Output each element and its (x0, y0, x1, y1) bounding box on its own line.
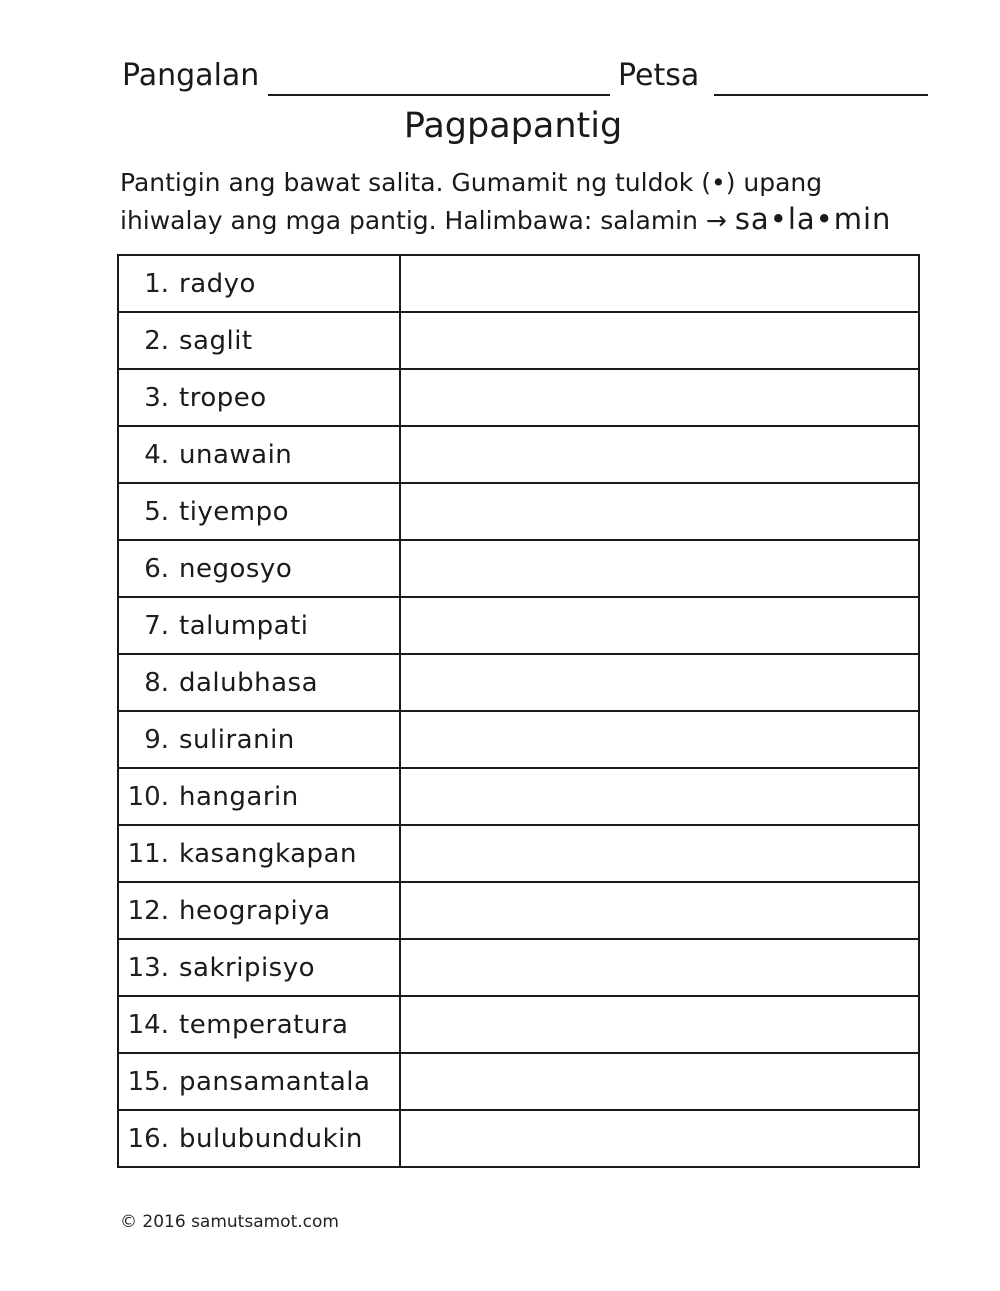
item-word: talumpati (179, 610, 309, 641)
item-word: radyo (179, 268, 256, 299)
item-word: bulubundukin (179, 1123, 363, 1154)
word-cell (118, 255, 400, 312)
instructions (120, 165, 920, 239)
item-number: 3. (144, 382, 169, 413)
name-label: Pangalan (122, 58, 260, 93)
word-cell (118, 369, 400, 426)
item-word: temperatura (179, 1009, 349, 1040)
table-row (118, 768, 919, 825)
example-syllabified-word: sa•la•min (734, 202, 892, 236)
answer-cell[interactable] (400, 597, 919, 654)
table-row (118, 540, 919, 597)
answer-cell[interactable] (400, 255, 919, 312)
word-cell (118, 597, 400, 654)
word-cell (118, 768, 400, 825)
answer-cell[interactable] (400, 312, 919, 369)
answer-cell[interactable] (400, 654, 919, 711)
word-cell (118, 1110, 400, 1167)
item-word: saglit (179, 325, 253, 356)
item-number: 9. (144, 724, 169, 755)
table-row (118, 369, 919, 426)
word-cell (118, 654, 400, 711)
table-row (118, 825, 919, 882)
item-number: 11. (127, 838, 169, 869)
item-word: pansamantala (179, 1066, 371, 1097)
worksheet-rows (118, 255, 919, 1167)
answer-cell[interactable] (400, 540, 919, 597)
instructions-line-1: Pantigin ang bawat salita. Gumamit ng tuldok (•) upang (120, 168, 823, 197)
word-cell (118, 996, 400, 1053)
item-word: suliranin (179, 724, 295, 755)
item-word: negosyo (179, 553, 293, 584)
answer-cell[interactable] (400, 939, 919, 996)
item-number: 7. (144, 610, 169, 641)
answer-cell[interactable] (400, 711, 919, 768)
item-number: 16. (127, 1123, 169, 1154)
answer-cell[interactable] (400, 1053, 919, 1110)
answer-cell[interactable] (400, 882, 919, 939)
word-cell (118, 540, 400, 597)
item-number: 12. (127, 895, 169, 926)
item-word: hangarin (179, 781, 299, 812)
item-word: heograpiya (179, 895, 331, 926)
item-word: tiyempo (179, 496, 290, 527)
table-row (118, 483, 919, 540)
word-cell (118, 1053, 400, 1110)
item-word: tropeo (179, 382, 267, 413)
item-word: unawain (179, 439, 293, 470)
worksheet-table (117, 254, 920, 1168)
header-row (122, 56, 928, 100)
item-word: sakripisyo (179, 952, 316, 983)
answer-cell[interactable] (400, 1110, 919, 1167)
answer-cell[interactable] (400, 369, 919, 426)
table-row (118, 597, 919, 654)
instructions-line-2 (120, 201, 920, 239)
table-row (118, 1110, 919, 1167)
item-number: 6. (144, 553, 169, 584)
answer-cell[interactable] (400, 996, 919, 1053)
word-cell (118, 882, 400, 939)
table-row (118, 996, 919, 1053)
word-cell (118, 825, 400, 882)
answer-cell[interactable] (400, 768, 919, 825)
table-row (118, 711, 919, 768)
table-row (118, 426, 919, 483)
word-cell (118, 312, 400, 369)
item-number: 2. (144, 325, 169, 356)
item-number: 1. (144, 268, 169, 299)
table-row (118, 312, 919, 369)
item-number: 15. (127, 1066, 169, 1097)
item-number: 5. (144, 496, 169, 527)
item-number: 13. (127, 952, 169, 983)
word-cell (118, 939, 400, 996)
item-number: 10. (127, 781, 169, 812)
item-number: 14. (127, 1009, 169, 1040)
word-cell (118, 711, 400, 768)
name-blank-line[interactable] (268, 94, 610, 96)
item-word: dalubhasa (179, 667, 319, 698)
table-row (118, 1053, 919, 1110)
item-word: kasangkapan (179, 838, 357, 869)
word-cell (118, 426, 400, 483)
instructions-line-2-text: ihiwalay ang mga pantig. Halimbawa: salamin → (120, 206, 727, 235)
table-row (118, 255, 919, 312)
answer-cell[interactable] (400, 483, 919, 540)
table-row (118, 939, 919, 996)
word-cell (118, 483, 400, 540)
item-number: 4. (144, 439, 169, 470)
item-number: 8. (144, 667, 169, 698)
table-row (118, 882, 919, 939)
answer-cell[interactable] (400, 825, 919, 882)
date-blank-line[interactable] (714, 94, 928, 96)
answer-cell[interactable] (400, 426, 919, 483)
copyright-footer: © 2016 samutsamot.com (120, 1212, 339, 1232)
page-title: Pagpapantig (403, 106, 623, 146)
date-label: Petsa (618, 58, 700, 93)
table-row (118, 654, 919, 711)
